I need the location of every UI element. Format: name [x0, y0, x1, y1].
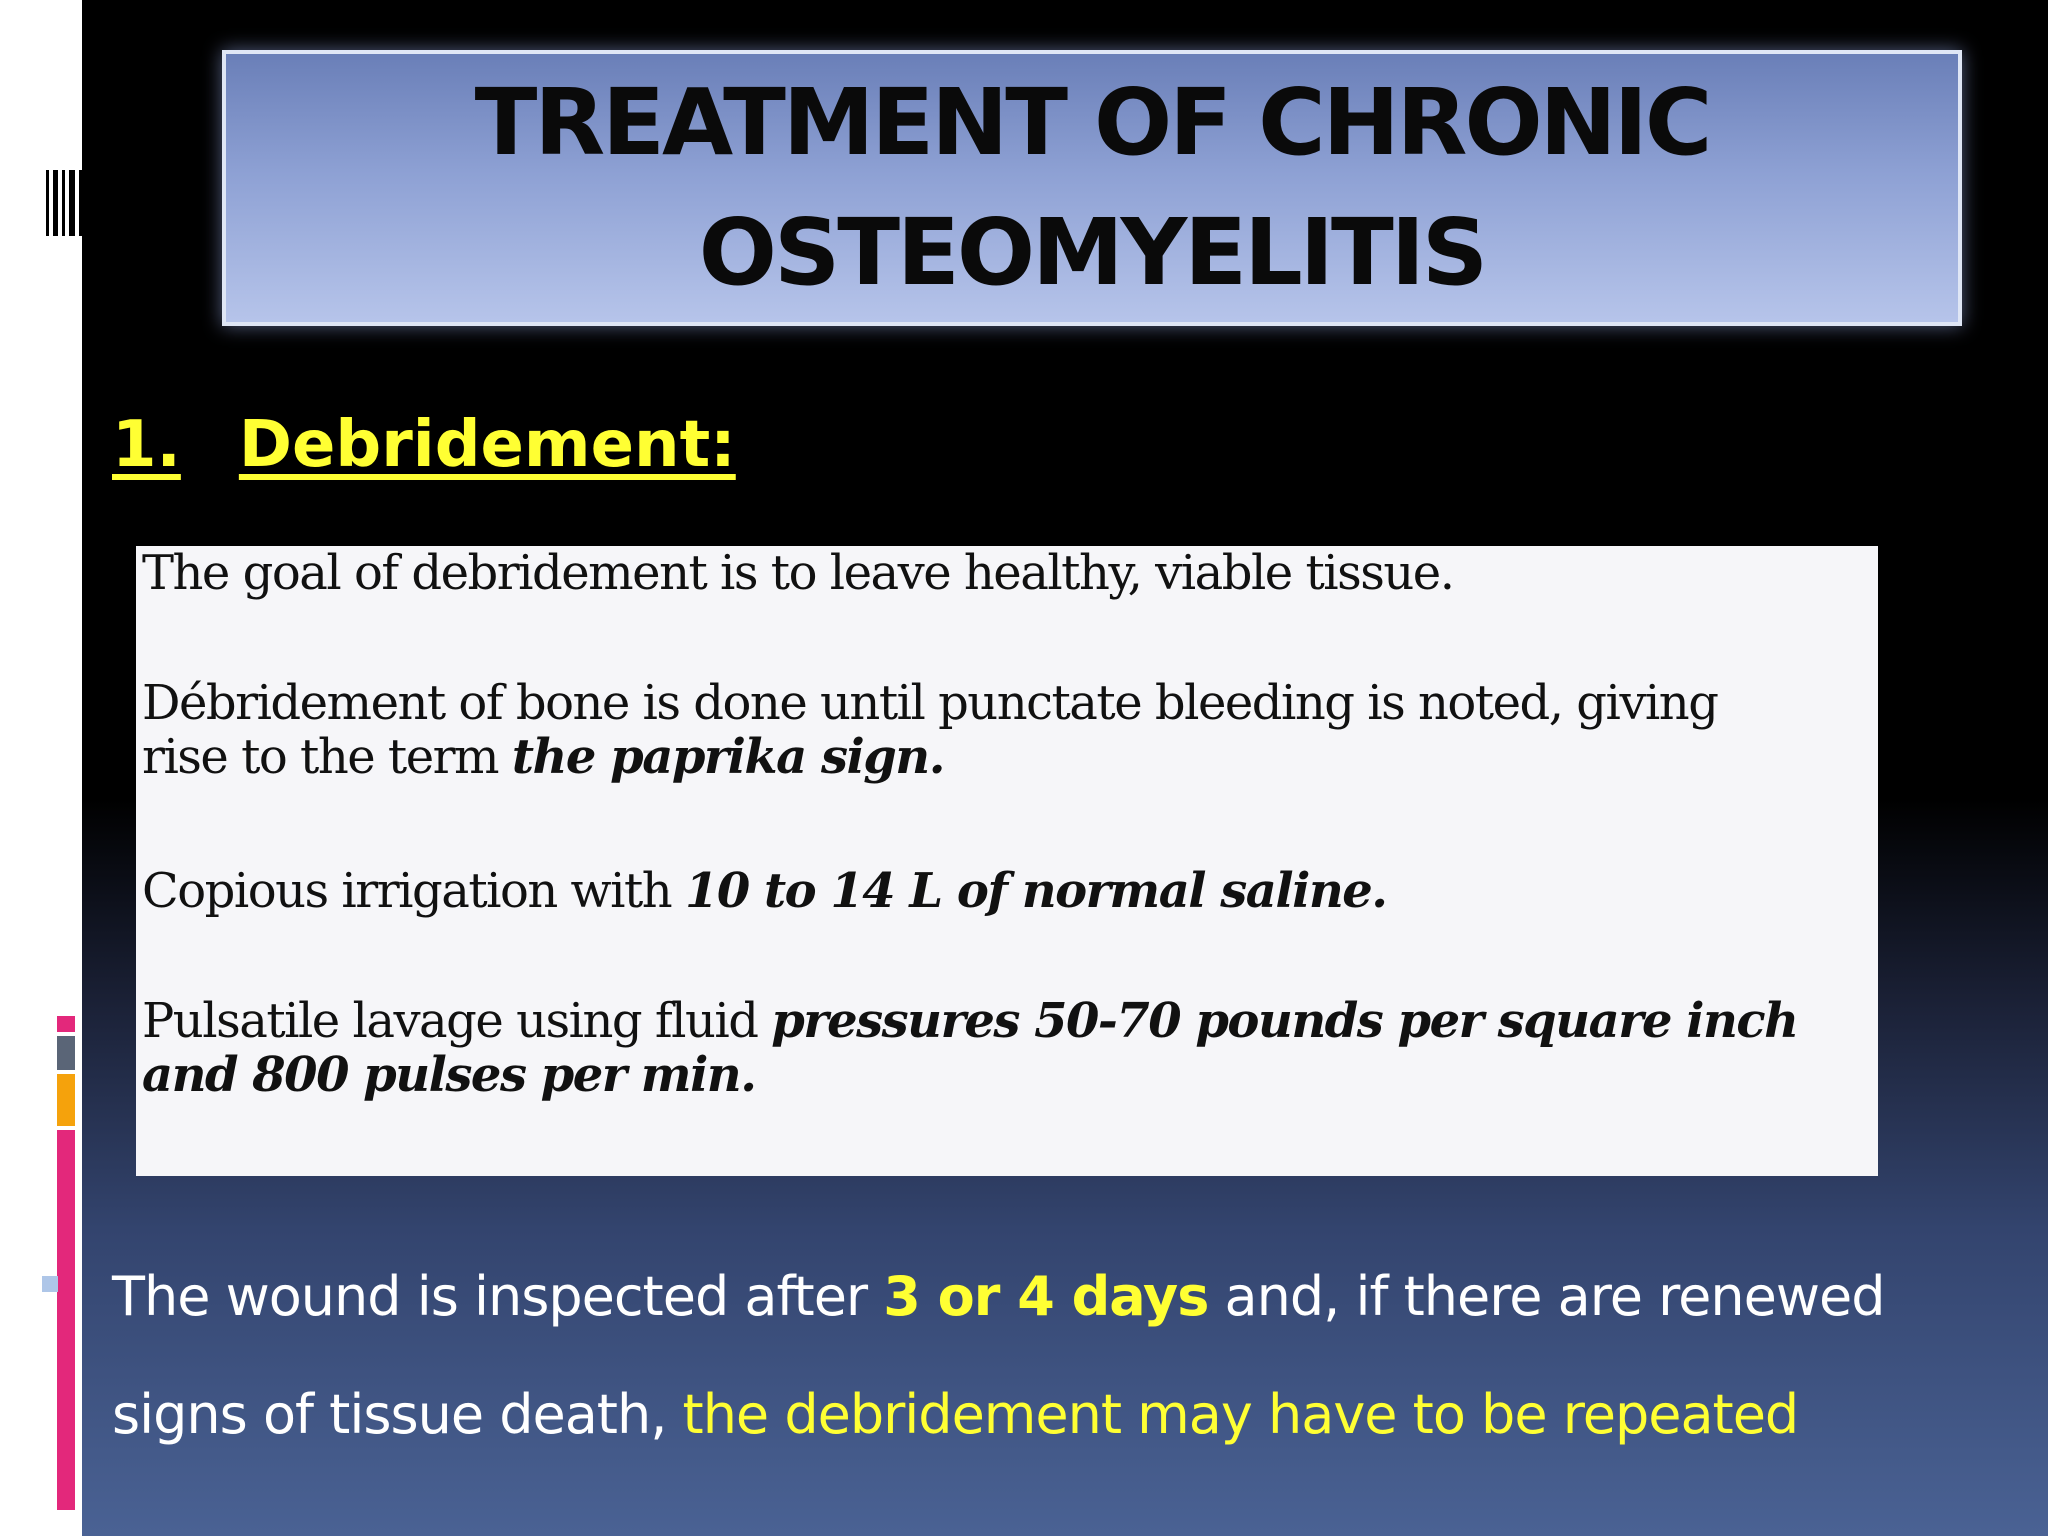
title-box — [222, 50, 1962, 326]
bullet-marker — [42, 1276, 58, 1292]
left-decoration-strip — [0, 0, 82, 1536]
panel-text-irrigation-bold: 10 to 14 L of normal saline. — [684, 863, 1387, 919]
gray-accent-bar — [57, 1036, 75, 1070]
section-heading — [112, 408, 736, 482]
slide-title-line-1: TREATMENT OF CHRONIC — [474, 69, 1710, 176]
panel-text-paprika-plain: rise to the term — [142, 729, 512, 785]
panel-paragraph-lavage — [142, 994, 1798, 1102]
panel-text-paprika-bold: the paprika sign. — [511, 729, 944, 785]
barcode-decoration — [46, 170, 82, 236]
body-highlight-days: 3 or 4 days — [883, 1265, 1209, 1328]
panel-paragraph-goal — [142, 546, 1453, 600]
body-paragraph — [112, 1238, 1962, 1474]
panel-text-paprika-line1: Débridement of bone is done until punctate bleeding is noted, giving — [142, 675, 1718, 731]
body-highlight-repeat: the debridement may have to be repeated — [682, 1383, 1799, 1446]
panel-text-paprika-line2 — [142, 730, 1717, 784]
panel-text-lavage-bold: pressures 50-70 pounds per square inch — [771, 993, 1798, 1049]
debridement-text-image — [136, 546, 1878, 1176]
panel-text-lavage-line2 — [142, 1048, 1798, 1102]
panel-text-goal: The goal of debridement is to leave healthy, viable tissue. — [142, 545, 1454, 601]
section-label: Debridement: — [238, 408, 736, 482]
panel-text-lavage-line1 — [142, 994, 1798, 1048]
pink-accent-bar — [57, 1016, 75, 1032]
slide-title-line-2: OSTEOMYELITIS — [698, 199, 1486, 306]
body-text-part3: and, if there are renewed signs of tissue death, — [112, 1265, 1885, 1446]
panel-text-irrigation-plain: Copious irrigation with — [142, 863, 685, 919]
panel-paragraph-paprika — [142, 676, 1717, 784]
orange-accent-bar — [57, 1074, 75, 1126]
panel-paragraph-irrigation — [142, 864, 1386, 918]
pink-accent-bar-long — [57, 1130, 75, 1510]
section-number: 1. — [112, 408, 181, 482]
body-text-part1: The wound is inspected after — [112, 1265, 884, 1328]
panel-text-lavage-plain: Pulsatile lavage using fluid — [142, 993, 772, 1049]
panel-text-lavage-bold-2: and 800 pulses per min. — [142, 1047, 756, 1103]
